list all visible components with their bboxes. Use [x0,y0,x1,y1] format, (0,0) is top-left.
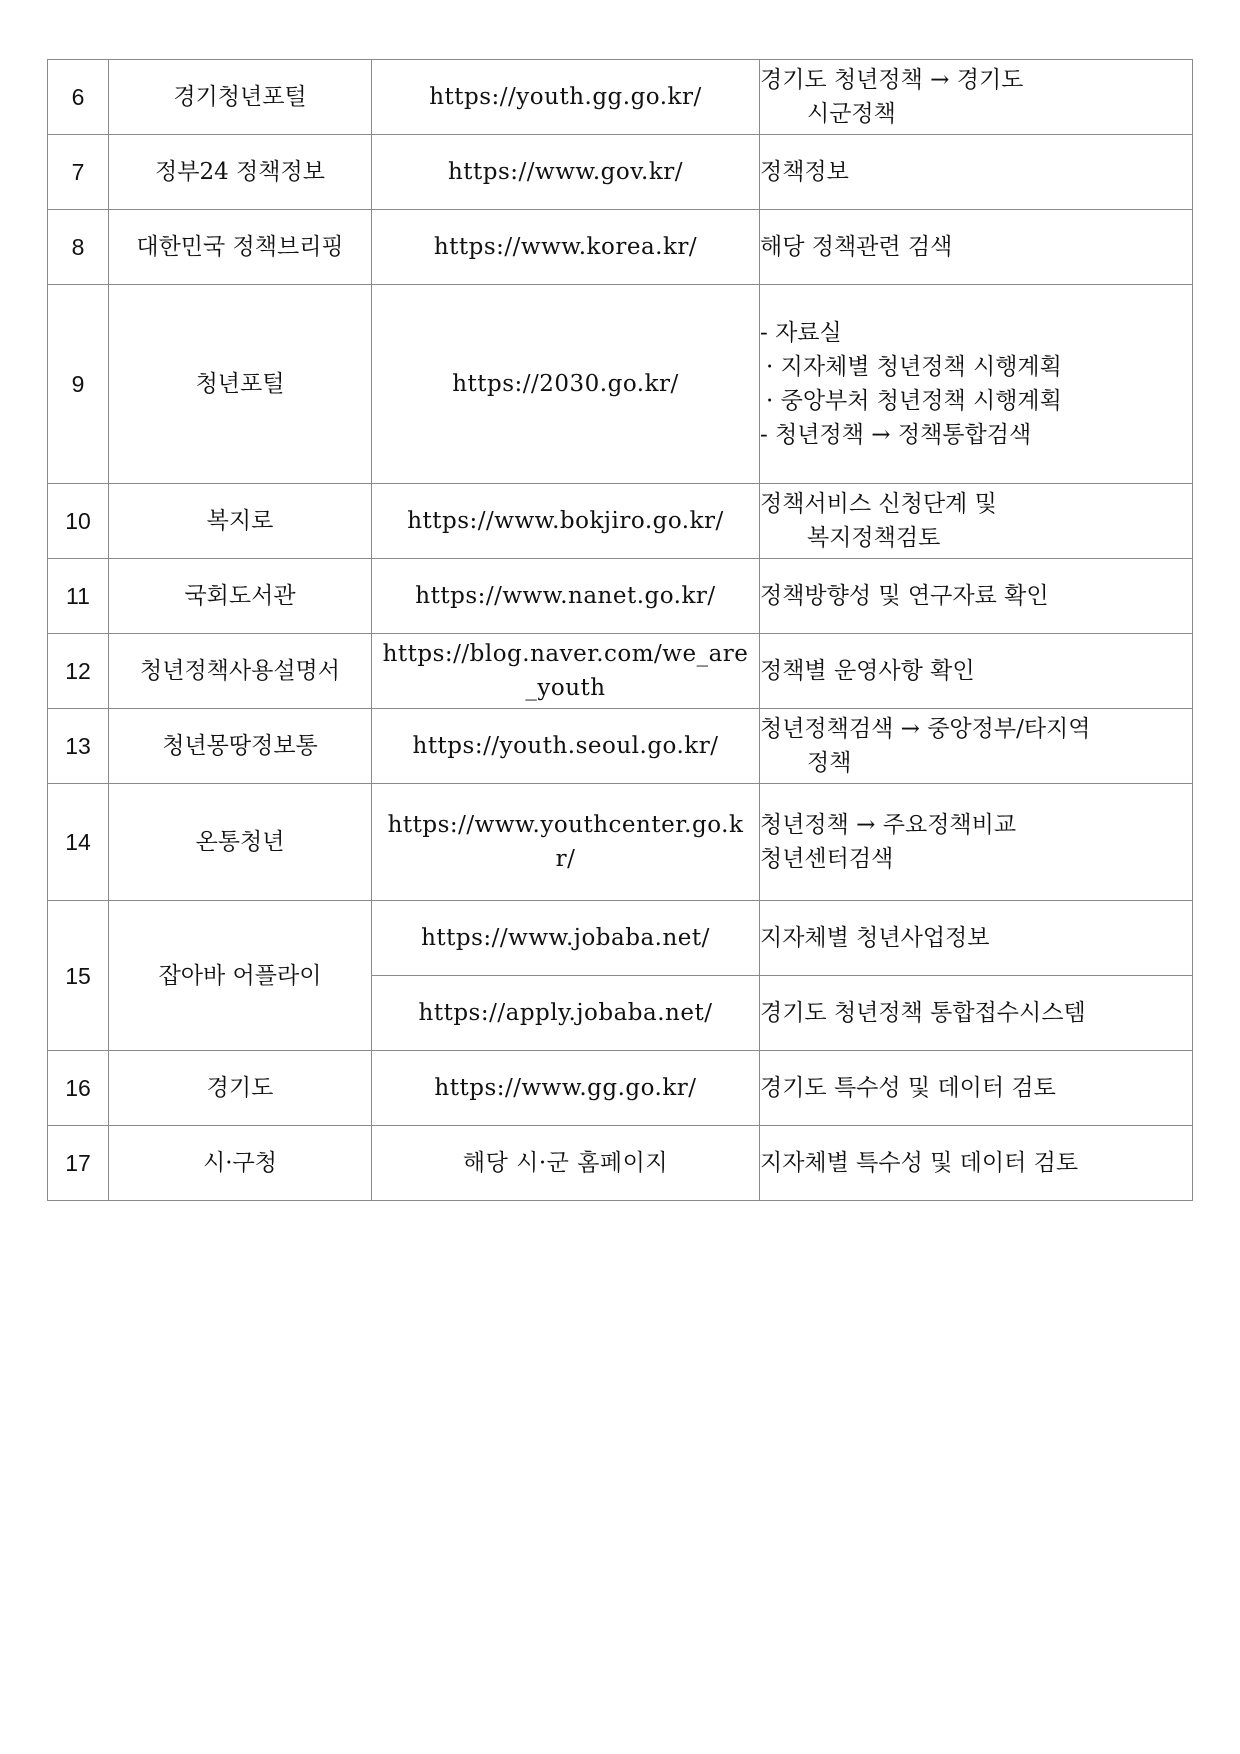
description-line: · 지자체별 청년정책 시행계획 [766,354,1062,380]
description-line: 청년센터검색 [760,846,894,872]
site-url-text[interactable]: https://2030.go.kr/ [452,371,679,397]
usage-description [760,210,1193,285]
table-row [48,709,1193,784]
usage-description [760,709,1193,784]
site-name: 경기도 [109,1051,372,1126]
usage-description [760,285,1193,484]
description-line: · 중앙부처 청년정책 시행계획 [766,388,1062,414]
site-url[interactable] [372,709,760,784]
table-row [48,135,1193,210]
description-line: 청년정책검색 → 중앙정부/타지역 [760,716,1091,742]
site-url-text[interactable]: https://www.youthcenter.go.kr/ [387,812,744,872]
usage-description [760,60,1193,135]
description-line: 정책정보 [760,159,849,185]
description-line: 해당 정책관련 검색 [760,234,953,260]
site-name: 청년몽땅정보통 [109,709,372,784]
usage-description [760,901,1193,976]
description-line: 복지정책검토 [807,525,941,551]
usage-description [760,559,1193,634]
table-row [48,285,1193,484]
site-url-text[interactable]: https://youth.gg.go.kr/ [429,84,702,110]
policy-site-table [47,59,1193,1201]
site-url[interactable] [372,1051,760,1126]
site-url[interactable] [372,784,760,901]
description-line: 정책방향성 및 연구자료 확인 [760,583,1049,609]
site-url-text[interactable]: https://blog.naver.com/we_are_youth [382,641,749,701]
description-line: 정책서비스 신청단계 및 [760,491,997,517]
site-name: 정부24 정책정보 [109,135,372,210]
site-url[interactable] [372,210,760,285]
site-name: 청년정책사용설명서 [109,634,372,709]
row-number: 16 [48,1051,109,1126]
description-line: 경기도 청년정책 → 경기도 [760,67,1024,93]
description-line: - 자료실 [760,320,842,346]
site-name: 경기청년포털 [109,60,372,135]
table-row [48,484,1193,559]
description-line: 청년정책 → 주요정책비교 [760,812,1017,838]
site-url-text[interactable]: https://apply.jobaba.net/ [418,1000,713,1026]
row-number: 6 [48,60,109,135]
description-line: 지자체별 특수성 및 데이터 검토 [760,1150,1079,1176]
row-number: 10 [48,484,109,559]
site-name: 온통청년 [109,784,372,901]
site-url-text[interactable]: https://www.gg.go.kr/ [434,1075,697,1101]
site-url[interactable] [372,484,760,559]
usage-description [760,1051,1193,1126]
site-name: 국회도서관 [109,559,372,634]
table-row [48,1051,1193,1126]
description-line: 경기도 청년정책 통합접수시스템 [760,1000,1086,1026]
table-row [48,210,1193,285]
table-row [48,901,1193,976]
site-url[interactable] [372,60,760,135]
usage-description [760,976,1193,1051]
table-row [48,559,1193,634]
description-line: 정책 [807,750,852,776]
description-line: 지자체별 청년사업정보 [760,925,990,951]
table-row [48,784,1193,901]
usage-description [760,784,1193,901]
site-url-text[interactable]: https://www.bokjiro.go.kr/ [407,508,724,534]
table-body [48,60,1193,1201]
row-number: 13 [48,709,109,784]
site-url-text[interactable]: https://www.korea.kr/ [433,234,698,260]
row-number: 11 [48,559,109,634]
description-line: - 청년정책 → 정책통합검색 [760,422,1032,448]
site-name: 복지로 [109,484,372,559]
site-url-text[interactable]: https://www.jobaba.net/ [421,925,710,951]
site-name: 대한민국 정책브리핑 [109,210,372,285]
site-url-text[interactable]: https://www.nanet.go.kr/ [415,583,716,609]
row-number: 8 [48,210,109,285]
site-url[interactable] [372,634,760,709]
usage-description [760,634,1193,709]
description-line: 경기도 특수성 및 데이터 검토 [760,1075,1056,1101]
usage-description [760,1126,1193,1201]
site-url[interactable] [372,135,760,210]
row-number: 17 [48,1126,109,1201]
row-number: 12 [48,634,109,709]
row-number: 15 [48,901,109,1051]
site-url[interactable] [372,285,760,484]
row-number: 7 [48,135,109,210]
usage-description [760,135,1193,210]
site-name: 시·구청 [109,1126,372,1201]
description-line: 정책별 운영사항 확인 [760,658,975,684]
table-row [48,1126,1193,1201]
site-url-text[interactable]: https://www.gov.kr/ [447,159,684,185]
site-url[interactable] [372,559,760,634]
row-number: 14 [48,784,109,901]
site-name: 청년포털 [109,285,372,484]
description-line: 시군정책 [807,101,896,127]
site-url-text[interactable]: https://youth.seoul.go.kr/ [412,733,719,759]
table-row [48,60,1193,135]
usage-description [760,484,1193,559]
site-url[interactable] [372,976,760,1051]
site-url[interactable] [372,901,760,976]
row-number: 9 [48,285,109,484]
table-row [48,634,1193,709]
site-url-text[interactable]: 해당 시·군 홈페이지 [462,1150,669,1176]
site-name: 잡아바 어플라이 [109,901,372,1051]
site-url[interactable] [372,1126,760,1201]
